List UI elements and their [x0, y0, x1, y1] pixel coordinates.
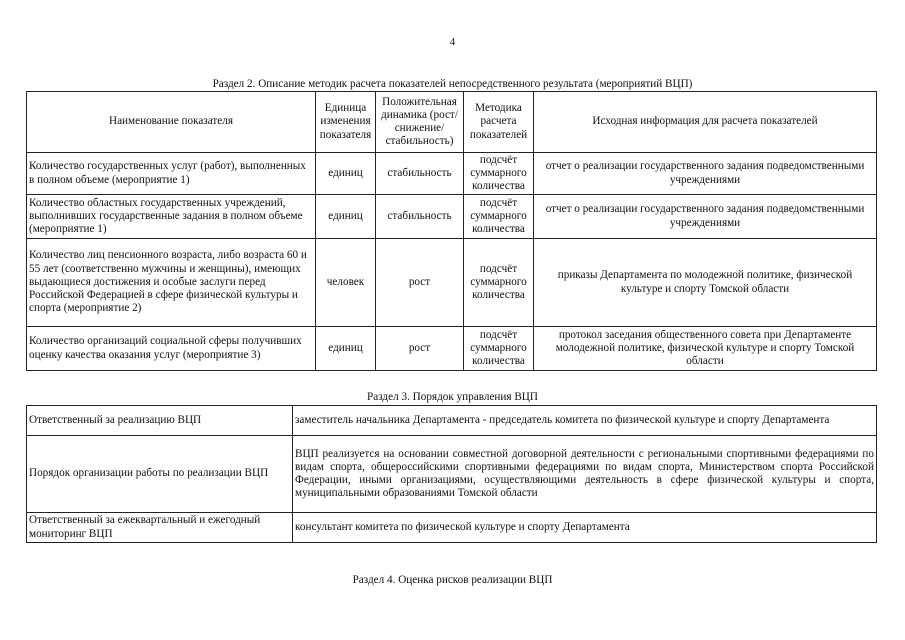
row-dynamics: стабильность — [376, 153, 464, 195]
section4-title: Раздел 4. Оценка рисков реализации ВЦП — [352, 574, 553, 586]
row-method: подсчёт суммарного количества — [464, 153, 534, 195]
row-unit: единиц — [316, 327, 376, 371]
table-row — [27, 239, 877, 327]
table-row — [27, 153, 877, 195]
header-dynamics: Положительная динамика (рост/ снижение/ стабильность) — [376, 92, 464, 153]
header-method: Методика расчета показателей — [464, 92, 534, 153]
row-source: отчет о реализации государственного задания подведомственными учреждениями — [534, 153, 877, 195]
indicators-table — [26, 91, 877, 371]
row-dynamics: стабильность — [376, 195, 464, 239]
row-value: ВЦП реализуется на основании совместной договорной деятельности с региональными спортивными федерациями по видам спорта, общероссийскими спортивными федерациями по видам спорта, Министерством спорта Российской Федерации, иными организациями, осуществляющими деятельность в сфере физической культуры и спорта, муниципальными образованиями Томской области — [293, 436, 877, 513]
row-label: Ответственный за реализацию ВЦП — [27, 406, 293, 436]
row-source: приказы Департамента по молодежной политике, физической культуре и спорту Томской области — [534, 239, 877, 327]
header-unit: Единица изменения показателя — [316, 92, 376, 153]
header-name: Наименование показателя — [27, 92, 316, 153]
row-unit: единиц — [316, 153, 376, 195]
row-source: протокол заседания общественного совета при Департаменте молодежной политике, физической культуре и спорту Томской области — [534, 327, 877, 371]
row-dynamics: рост — [376, 327, 464, 371]
section3-title: Раздел 3. Порядок управления ВЦП — [367, 391, 538, 403]
table-row — [27, 436, 877, 513]
row-method: подсчёт суммарного количества — [464, 195, 534, 239]
row-method: подсчёт суммарного количества — [464, 239, 534, 327]
row-label: Порядок организации работы по реализации ВЦП — [27, 436, 293, 513]
row-value: консультант комитета по физической культуре и спорту Департамента — [293, 513, 877, 543]
table-row — [27, 406, 877, 436]
table-header-row — [27, 92, 877, 153]
row-source: отчет о реализации государственного задания подведомственными учреждениями — [534, 195, 877, 239]
row-unit: человек — [316, 239, 376, 327]
table-row — [27, 327, 877, 371]
table-row — [27, 513, 877, 543]
row-value: заместитель начальника Департамента - председатель комитета по физической культуре и спорту Департамента — [293, 406, 877, 436]
row-dynamics: рост — [376, 239, 464, 327]
row-name: Количество лиц пенсионного возраста, либо возраста 60 и 55 лет (соответственно мужчины и женщины), имеющих выдающиеся достижения и особые заслуги перед Российской Федерацией в сфере физической культуры и спорта (мероприятие 2) — [27, 239, 316, 327]
row-unit: единиц — [316, 195, 376, 239]
row-name: Количество организаций социальной сферы получивших оценку качества оказания услуг (мероприятие 3) — [27, 327, 316, 371]
section2-title: Раздел 2. Описание методик расчета показателей непосредственного результата (мероприятий ВЦП) — [212, 78, 693, 90]
management-table — [26, 405, 877, 543]
header-source: Исходная информация для расчета показателей — [534, 92, 877, 153]
row-label: Ответственный за ежеквартальный и ежегодный мониторинг ВЦП — [27, 513, 293, 543]
page-number: 4 — [449, 36, 456, 48]
row-name: Количество областных государственных учреждений, выполнивших государственные задания в полном объеме (мероприятие 1) — [27, 195, 316, 239]
row-name: Количество государственных услуг (работ), выполненных в полном объеме (мероприятие 1) — [27, 153, 316, 195]
row-method: подсчёт суммарного количества — [464, 327, 534, 371]
table-row — [27, 195, 877, 239]
